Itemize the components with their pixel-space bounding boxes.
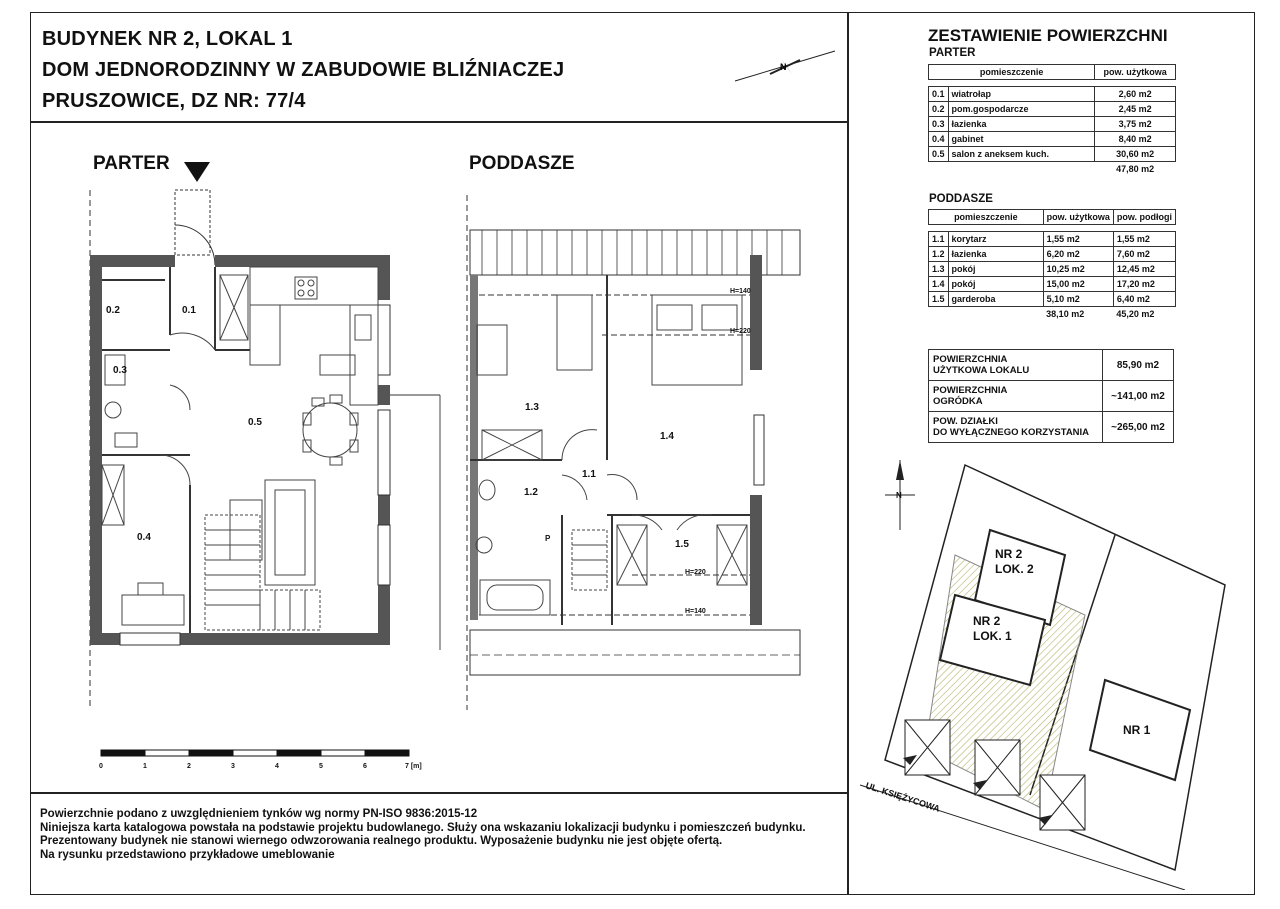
parter-total: 47,80 m2 bbox=[1116, 164, 1155, 174]
poddasze-label: PODDASZE bbox=[469, 153, 575, 174]
room-0-4: 0.4 bbox=[137, 532, 151, 543]
table-row: 0.2 pom.gospodarcze 2,45 m2 bbox=[929, 102, 1176, 117]
poddasze-total-area: 38,10 m2 bbox=[1046, 309, 1085, 319]
summary-title: ZESTAWIENIE POWIERZCHNI bbox=[928, 26, 1168, 45]
height-mark-2: H=220 bbox=[730, 328, 751, 335]
parter-table-title: PARTER bbox=[929, 47, 976, 59]
site-nr1: NR 1 bbox=[1123, 723, 1151, 737]
table-row: 0.1 wiatrołap 2,60 m2 bbox=[929, 87, 1176, 102]
poddasze-floor-plan bbox=[462, 185, 812, 715]
scale-tick-4: 4 bbox=[275, 763, 279, 770]
scale-tick-0: 0 bbox=[99, 763, 103, 770]
note-3: Prezentowany budynek nie stanowi wiernego odwzorowania realnego produktu. Wyposażenie budynku nie jest objęte ofertą. bbox=[40, 835, 723, 847]
column-divider bbox=[847, 12, 849, 895]
stair-mark: P bbox=[545, 534, 551, 543]
room-0-2: 0.2 bbox=[106, 305, 120, 316]
table-row: 1.2 łazienka 6,20 m2 7,60 m2 bbox=[929, 247, 1176, 262]
poddasze-table-title: PODDASZE bbox=[929, 193, 993, 205]
table-row: 0.3 łazienka 3,75 m2 bbox=[929, 117, 1176, 132]
room-1-2: 1.2 bbox=[524, 487, 538, 498]
poddasze-col-area: pow. użytkowa bbox=[1043, 210, 1113, 225]
scale-tick-1: 1 bbox=[143, 763, 147, 770]
room-1-3: 1.3 bbox=[525, 402, 539, 413]
table-row: 1.3 pokój 10,25 m2 12,45 m2 bbox=[929, 262, 1176, 277]
totals-table bbox=[928, 349, 1174, 443]
poddasze-col-floor: pow. podłogi bbox=[1113, 210, 1175, 225]
room-0-1: 0.1 bbox=[182, 305, 196, 316]
site-north-icon bbox=[885, 460, 915, 530]
scale-tick-5: 5 bbox=[319, 763, 323, 770]
table-row: POWIERZCHNIA UŻYTKOWA LOKALU 85,90 m2 bbox=[929, 350, 1174, 381]
north-arrow-icon bbox=[730, 46, 840, 86]
site-lok1-line1: NR 2 bbox=[973, 614, 1001, 628]
scale-bar bbox=[95, 748, 435, 776]
scale-tick-3: 3 bbox=[231, 763, 235, 770]
table-row: 1.4 pokój 15,00 m2 17,20 m2 bbox=[929, 277, 1176, 292]
note-2: Niniejsza karta katalogowa powstała na podstawie projektu budowlanego. Służy ona wskazaniu lokalizacji budynku i pomieszczeń budynku. bbox=[40, 821, 806, 834]
header-divider bbox=[30, 121, 847, 123]
room-0-5: 0.5 bbox=[248, 417, 262, 428]
parter-label: PARTER bbox=[93, 153, 170, 174]
scale-tick-2: 2 bbox=[187, 763, 191, 770]
site-lok1-line2: LOK. 1 bbox=[973, 629, 1012, 643]
street-name: UL. KSIĘŻYCOWA bbox=[864, 780, 942, 814]
header-line-2: DOM JEDNORODZINNY W ZABUDOWIE BLIŹNIACZEJ bbox=[42, 59, 565, 81]
entrance-arrow-icon bbox=[182, 160, 212, 184]
notes-divider bbox=[30, 792, 847, 794]
table-row: 1.1 korytarz 1,55 m2 1,55 m2 bbox=[929, 232, 1176, 247]
header-line-1: BUDYNEK NR 2, LOKAL 1 bbox=[42, 28, 293, 50]
table-row: 0.5 salon z aneksem kuch. 30,60 m2 bbox=[929, 147, 1176, 162]
parter-col-area: pow. użytkowa bbox=[1095, 65, 1176, 80]
svg-text:N: N bbox=[780, 62, 787, 72]
table-row: 0.4 gabinet 8,40 m2 bbox=[929, 132, 1176, 147]
table-row: POWIERZCHNIA OGRÓDKA ~141,00 m2 bbox=[929, 381, 1174, 412]
height-mark-1: H=140 bbox=[730, 288, 751, 295]
note-1: Powierzchnie podano z uwzględnieniem tynków wg normy PN-ISO 9836:2015-12 bbox=[40, 808, 478, 820]
height-mark-3: H=220 bbox=[685, 569, 706, 576]
note-4: Na rysunku przedstawiono przykładowe umeblowanie bbox=[40, 848, 335, 861]
poddasze-total-floor: 45,20 m2 bbox=[1116, 309, 1155, 319]
height-mark-4: H=140 bbox=[685, 608, 706, 615]
header-line-3: PRUSZOWICE, DZ NR: 77/4 bbox=[42, 90, 306, 112]
scale-tick-6: 6 bbox=[363, 763, 367, 770]
poddasze-table bbox=[928, 209, 1176, 321]
parter-col-room: pomieszczenie bbox=[929, 65, 1095, 80]
poddasze-col-room: pomieszczenie bbox=[929, 210, 1044, 225]
site-lok2-line2: LOK. 2 bbox=[995, 562, 1034, 576]
room-0-3: 0.3 bbox=[113, 365, 127, 376]
notes bbox=[40, 808, 806, 862]
site-lok2-line1: NR 2 bbox=[995, 547, 1023, 561]
room-1-1: 1.1 bbox=[582, 469, 596, 480]
room-1-4: 1.4 bbox=[660, 431, 674, 442]
parter-table bbox=[928, 64, 1176, 176]
scale-tick-7: 7 [m] bbox=[405, 763, 422, 770]
room-1-5: 1.5 bbox=[675, 539, 689, 550]
parter-floor-plan bbox=[80, 185, 450, 715]
site-plan bbox=[855, 450, 1250, 890]
table-row: 1.5 garderoba 5,10 m2 6,40 m2 bbox=[929, 292, 1176, 307]
table-row: POW. DZIAŁKI DO WYŁĄCZNEGO KORZYSTANIA ~265,00 m2 bbox=[929, 412, 1174, 443]
svg-text:N: N bbox=[896, 491, 902, 500]
